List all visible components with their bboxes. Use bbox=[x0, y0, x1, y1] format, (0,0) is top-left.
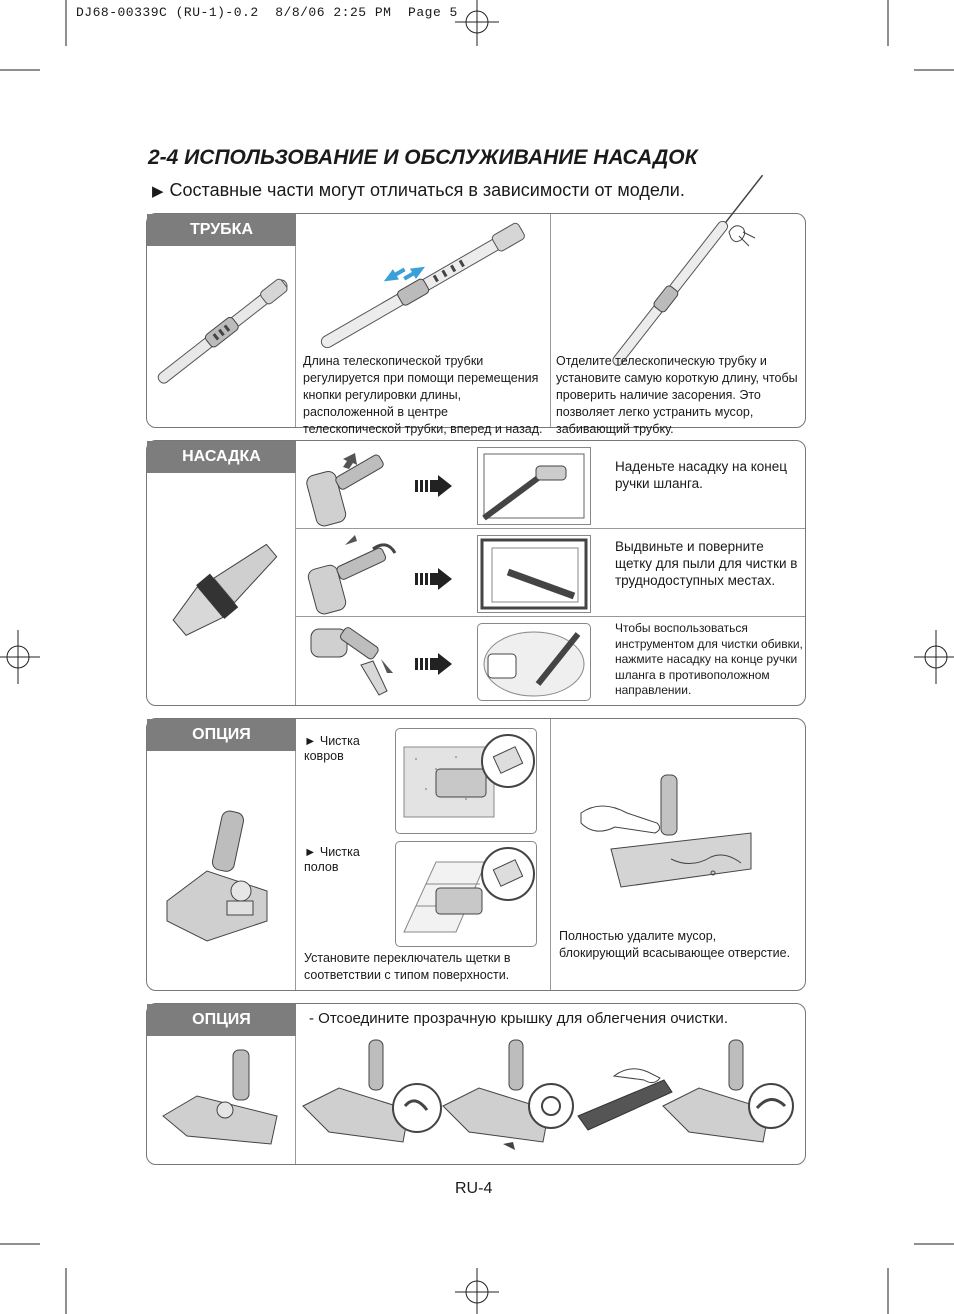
nozzle-step2-image bbox=[477, 535, 591, 613]
divider bbox=[295, 528, 805, 529]
tube-caption-1: Длина телескопической трубки регулируется при помощи перемещения кнопки регулировки длины, расположенной в центре телескопической трубки, вперед и назад. bbox=[303, 354, 543, 436]
nozzle-step1-text: Наденьте насадку на конец ручки шланга. bbox=[615, 459, 787, 491]
option2-caption: - Отсоедините прозрачную крышку для облегчения очистки. bbox=[309, 1010, 728, 1027]
nozzle-panel bbox=[146, 440, 806, 706]
telescopic-tube-illustration bbox=[147, 246, 295, 426]
option2-tag: ОПЦИЯ bbox=[147, 1004, 296, 1036]
remove-debris-illustration bbox=[551, 739, 805, 939]
nozzle-tag: НАСАДКА bbox=[147, 441, 296, 473]
right-arrow-icon bbox=[415, 475, 455, 497]
tube-caption-2: Отделите телескопическую трубку и установите самую короткую длину, чтобы проверить наличие засорения. Это позволяет легко устранить мусор, забивающий трубку. bbox=[556, 354, 798, 436]
floor-brush-illustration bbox=[147, 751, 295, 981]
tube-tag: ТРУБКА bbox=[147, 214, 296, 246]
crevice-tool-illustration bbox=[147, 473, 295, 703]
cover-removal-sequence bbox=[299, 1036, 804, 1161]
nozzle-attach-illustration bbox=[305, 443, 405, 528]
page-number: RU-4 bbox=[455, 1180, 493, 1197]
clean-caption: Полностью удалите мусор, блокирующий всасывающее отверстие. bbox=[559, 929, 791, 960]
tube-adjust-illustration bbox=[297, 222, 551, 352]
floor-mode-image bbox=[395, 841, 537, 947]
subtitle bbox=[152, 180, 685, 201]
divider bbox=[295, 616, 805, 617]
floor-label-text: Чистка полов bbox=[304, 845, 360, 874]
bullet-triangle-icon: ► bbox=[304, 845, 320, 859]
carpet-label-text: Чистка ковров bbox=[304, 734, 360, 763]
floor-label bbox=[304, 845, 384, 875]
bullet-triangle-icon: ▶ bbox=[152, 183, 164, 200]
nozzle-step3-image bbox=[477, 623, 591, 701]
bullet-triangle-icon: ► bbox=[304, 734, 320, 748]
print-header: DJ68-00339C (RU-1)-0.2 8/8/06 2:25 PM Page 5 bbox=[76, 5, 458, 20]
nozzle-step2-text: Выдвиньте и поверните щетку для пыли для чистки в труднодоступных местах. bbox=[615, 539, 798, 588]
upholstery-tool-illustration bbox=[305, 619, 405, 704]
option1-tag: ОПЦИЯ bbox=[147, 719, 296, 751]
subtitle-text: Составные части могут отличаться в зависимости от модели. bbox=[169, 180, 685, 200]
tube-clean-illustration bbox=[551, 214, 805, 354]
nozzle-step1-image bbox=[477, 447, 591, 525]
right-arrow-icon bbox=[415, 653, 455, 675]
page-title: 2-4 ИСПОЛЬЗОВАНИЕ И ОБСЛУЖИВАНИЕ НАСАДОК bbox=[148, 146, 698, 169]
carpet-label bbox=[304, 734, 384, 764]
option2-panel bbox=[146, 1003, 806, 1165]
dust-brush-illustration bbox=[305, 531, 405, 616]
nozzle-step3-text: Чтобы воспользоваться инструментом для чистки обивки, нажмите насадку на конце ручки шланга в противоположном направлении. bbox=[615, 621, 803, 697]
carpet-mode-image bbox=[395, 728, 537, 834]
turbo-brush-illustration bbox=[147, 1036, 295, 1161]
switch-caption: Установите переключатель щетки в соответствии с типом поверхности. bbox=[304, 951, 511, 982]
tube-panel bbox=[146, 213, 806, 436]
option1-panel bbox=[146, 718, 806, 991]
right-arrow-icon bbox=[415, 568, 455, 590]
